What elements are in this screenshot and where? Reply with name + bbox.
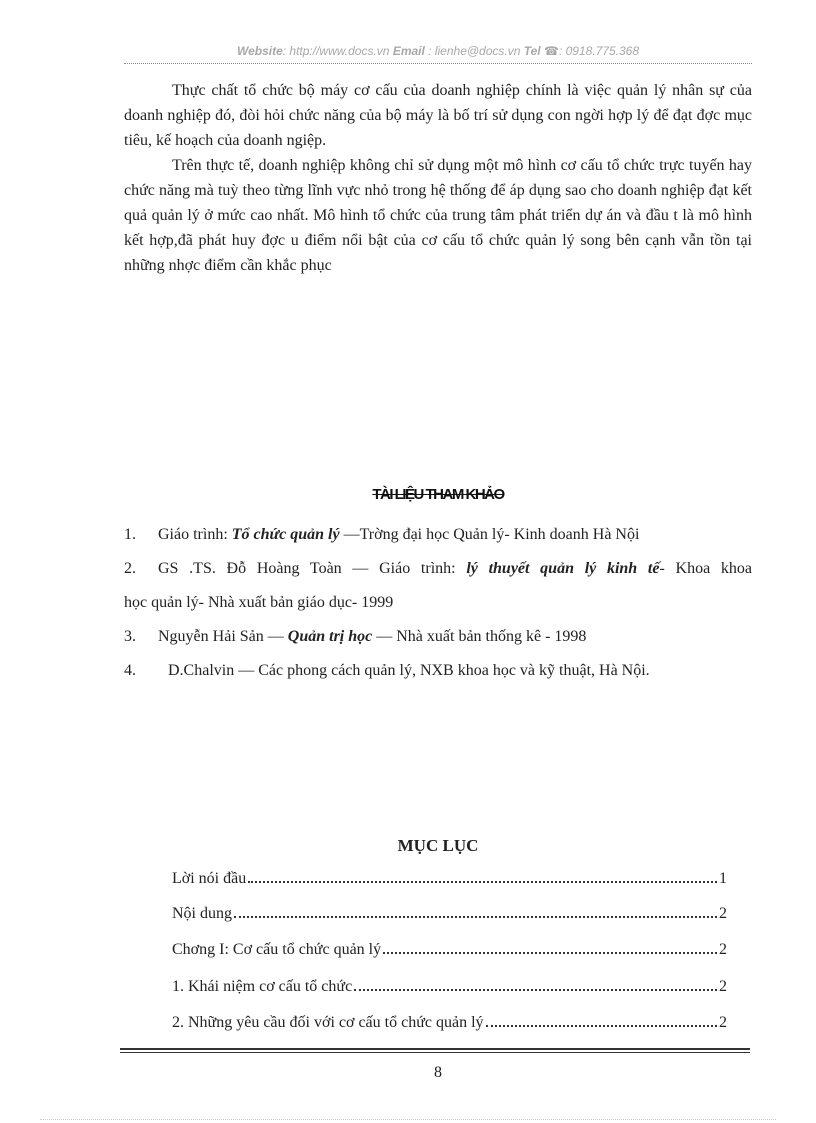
footer-divider-thin: [120, 1052, 750, 1053]
reference-item-4: 4. D.Chalvin — Các phong cách quản lý, NXB khoa học và kỹ thuật, Hà Nội.: [124, 662, 650, 679]
header-email-label: Email: [392, 44, 425, 58]
phone-icon: ☎: [544, 44, 559, 58]
toc-title: MỤC LỤC: [397, 836, 479, 855]
header-tel-label: Tel: [523, 44, 541, 58]
header-email-value: : lienhe@docs.vn: [428, 44, 521, 58]
reference-item-1: 1. Giáo trình: Tổ chức quản lý —Trờng đại học Quản lý- Kinh doanh Hà Nội: [124, 526, 640, 543]
body-paragraph-2: Trên thực tế, doanh nghiệp không chỉ sử dụng một mô hình cơ cấu tổ chức trực tuyến hay chức năng mà tuỳ theo từng lĩnh vực nhỏ trong hệ thống để áp dụng sao cho doanh nghiệp đạt kết quả quản lý ở mức cao nhất. Mô hình tổ chức của trung tâm phát triển dự án và đầu t là mô hình kết hợp,đã phát huy đợc u điểm nổi bật của cơ cấu tổ chức quản lý song bên cạnh vẫn tồn tại những nhợc điểm cần khắc phục: [124, 157, 752, 274]
toc-entry[interactable]: 2. Những yêu cầu đối với cơ cấu tổ chức quản lý 2: [172, 1014, 727, 1031]
body-paragraph-1: Thực chất tổ chức bộ máy cơ cấu của doanh nghiệp chính là việc quản lý nhân sự của doanh nghiệp đó, đòi hỏi chức năng của bộ máy là bố trí sử dụng con ngời hợp lý để đạt đợc mục tiêu, kế hoạch của doanh ngiệp.: [124, 82, 752, 149]
reference-item-2: 2. GS .TS. Đỗ Hoàng Toàn — Giáo trình: lý thuyết quản lý kinh tế- Khoa khoa: [124, 560, 752, 577]
header-tel-value: : 0918.775.368: [558, 44, 640, 58]
references-title: TÀI LIỆU THAM KHẢO: [372, 486, 504, 503]
footer-divider: [120, 1048, 750, 1050]
toc-entry[interactable]: Nội dung 2: [172, 905, 727, 922]
toc-entry[interactable]: Chơng I: Cơ cấu tổ chức quản lý 2: [172, 941, 727, 958]
page-header: [124, 44, 752, 58]
toc-entry[interactable]: 1. Khái niệm cơ cấu tổ chức 2: [172, 978, 727, 995]
toc-entry[interactable]: Lời nói đầu 1: [172, 870, 727, 887]
header-divider: [124, 63, 752, 64]
reference-item-2-continuation: học quản lý- Nhà xuất bản giáo dục- 1999: [124, 594, 394, 611]
page-number: 8: [434, 1064, 442, 1081]
header-website-label: Website: [236, 44, 283, 58]
page-bottom-border: [40, 1119, 776, 1120]
header-website-value: : http://www.docs.vn: [282, 44, 390, 58]
reference-item-3: 3. Nguyễn Hải Sản — Quản trị học — Nhà xuất bản thống kê - 1998: [124, 628, 587, 645]
